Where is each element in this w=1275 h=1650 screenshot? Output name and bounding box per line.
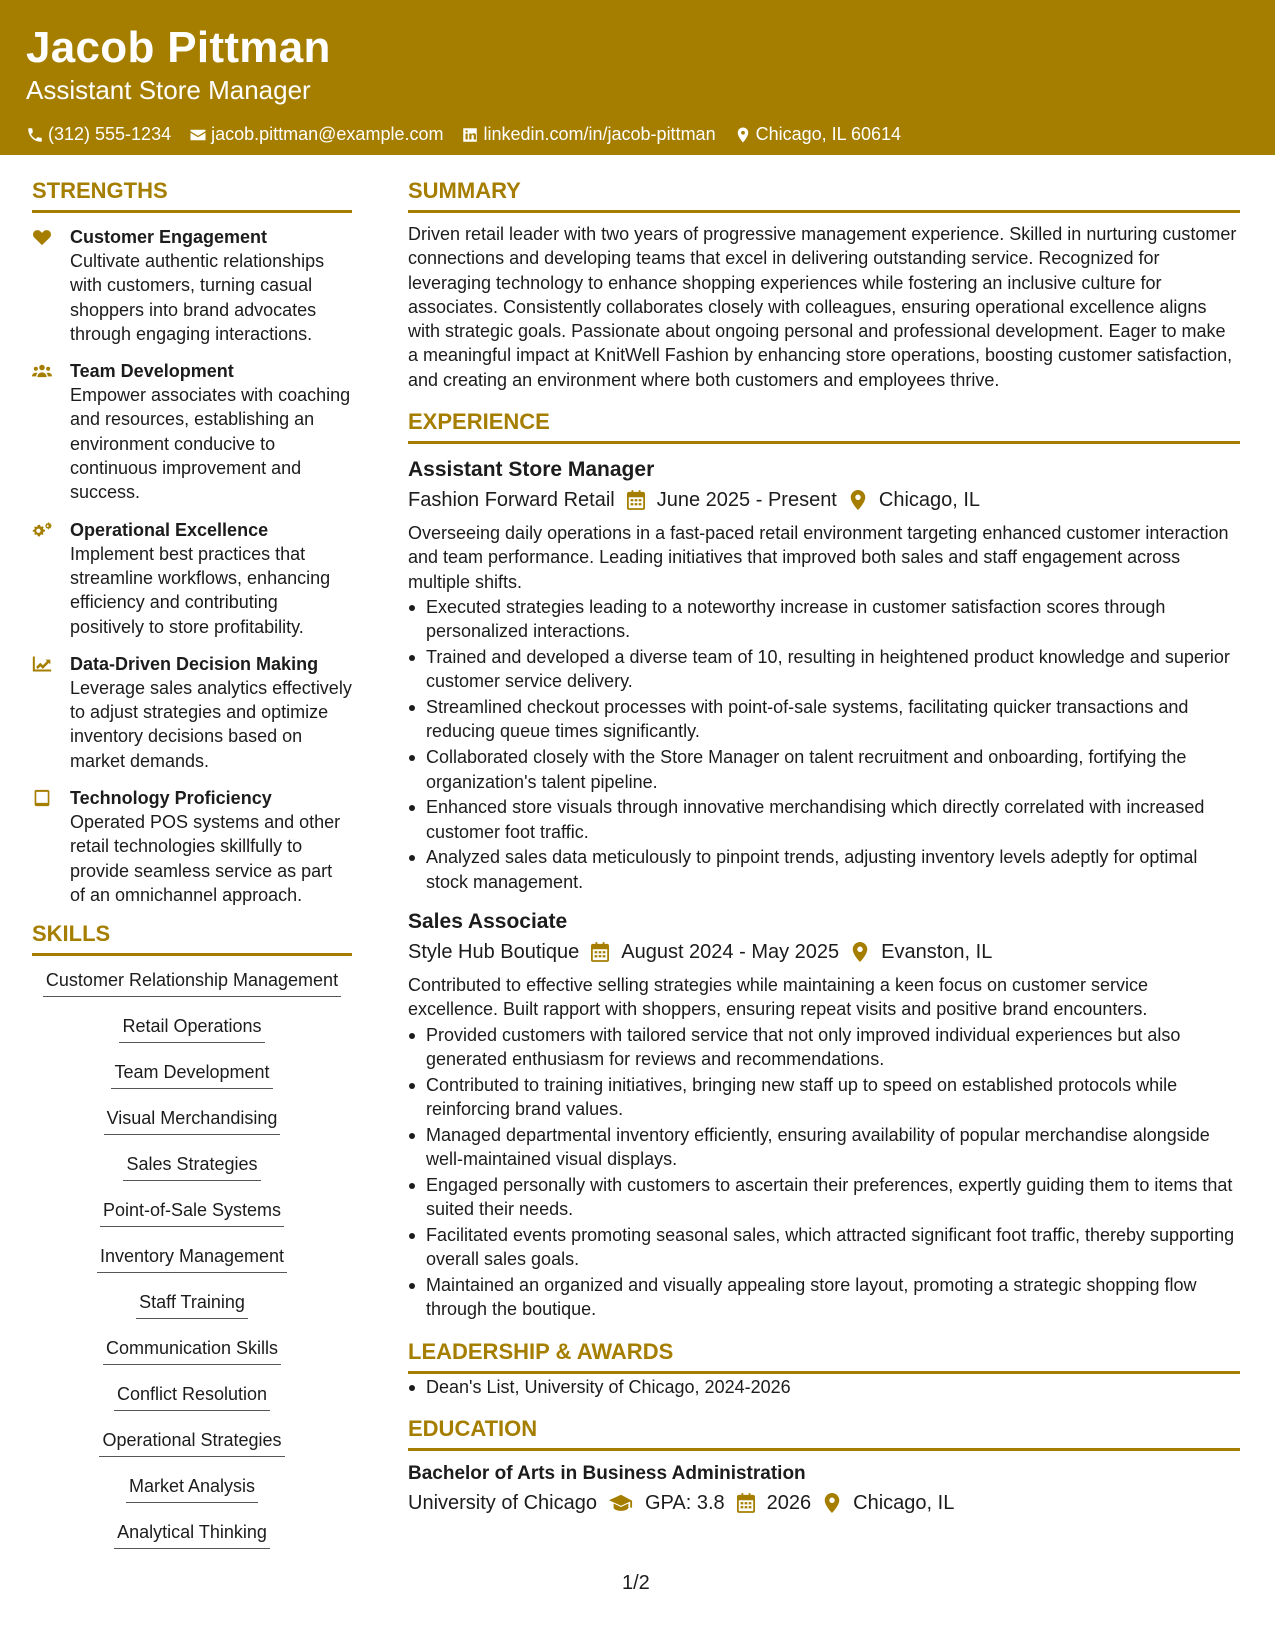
strength-item [32, 225, 352, 346]
calendar-icon [737, 1493, 755, 1513]
list-item: Managed departmental inventory efficiently, ensuring availability of popular merchandise alongside well-maintained visual displays. [408, 1123, 1240, 1172]
list-item: Engaged personally with customers to ascertain their preferences, expertly guiding them to items that suited their needs. [408, 1173, 1240, 1222]
list-item: Enhanced store visuals through innovative merchandising which directly correlated with increased customer foot traffic. [408, 795, 1240, 844]
skill-item: Retail Operations [119, 1014, 264, 1043]
skill-item: Operational Strategies [99, 1428, 284, 1457]
strength-desc: Cultivate authentic relationships with customers, turning casual shoppers into brand advocates through engaging interactions. [70, 251, 325, 344]
gears-icon [32, 521, 52, 539]
heart-icon [32, 228, 52, 246]
strength-title: Team Development [70, 361, 234, 382]
skill-item: Staff Training [136, 1290, 248, 1319]
degree-title: Bachelor of Arts in Business Administration [408, 1462, 806, 1484]
skill-item: Analytical Thinking [114, 1520, 270, 1549]
experience-heading: EXPERIENCE [408, 409, 1240, 444]
map-marker-icon [851, 942, 869, 962]
leadership-list [408, 1375, 1240, 1399]
skills-heading: SKILLS [32, 921, 352, 956]
strength-item [32, 518, 352, 639]
strength-item [32, 359, 352, 504]
map-marker-icon [734, 126, 752, 144]
strength-title: Customer Engagement [70, 227, 268, 247]
list-item: Streamlined checkout processes with point-of-sale systems, facilitating quicker transactions and reducing queue times significantly. [408, 695, 1240, 744]
linkedin-icon [461, 126, 479, 144]
job-bullets [408, 1023, 1240, 1322]
strength-desc: Implement best practices that streamline workflows, enhancing efficiency and contributing positively to store profitability. [70, 543, 331, 637]
strength-title: Technology Proficiency [70, 788, 272, 809]
list-item: Executed strategies leading to a noteworthy increase in customer satisfaction scores through personalized interactions. [408, 595, 1240, 644]
skill-item: Conflict Resolution [114, 1382, 270, 1411]
list-item: Analyzed sales data meticulously to pinpoint trends, adjusting inventory levels adeptly for optimal stock management. [408, 845, 1240, 894]
contact-bar [26, 124, 1249, 145]
contact-linkedin[interactable] [461, 124, 715, 145]
job-description: Overseeing daily operations in a fast-paced retail environment targeting enhanced customer interaction and team performance. Leading initiatives that improved both sales and staff engagement across multiple shifts. [408, 523, 1229, 592]
calendar-icon [627, 490, 645, 510]
list-item: Trained and developed a diverse team of 10, resulting in heightened product knowledge and superior customer service delivery. [408, 645, 1240, 694]
school-name: University of Chicago [408, 1491, 597, 1514]
strength-title: Data-Driven Decision Making [70, 653, 319, 674]
job-title: Assistant Store Manager [408, 458, 655, 482]
linkedin-text: linkedin.com/in/jacob-pittman [483, 124, 716, 144]
job-bullets [408, 595, 1240, 894]
graduation-year: 2026 [766, 1491, 812, 1514]
job-entry [408, 908, 1240, 1322]
graduation-cap-icon [609, 1493, 633, 1513]
skills-list [32, 968, 352, 1566]
strength-item [32, 786, 352, 907]
strength-desc: Operated POS systems and other retail technologies skillfully to provide seamless service as part of an omnichannel approach. [70, 812, 341, 905]
phone-icon [26, 126, 44, 144]
strengths-list [32, 225, 352, 907]
list-item: Maintained an organized and visually appealing store layout, promoting a strategic shopping flow through the boutique. [408, 1273, 1240, 1322]
summary-heading: SUMMARY [408, 178, 1240, 213]
left-column [32, 178, 352, 1566]
job-dates: June 2025 - Present [656, 489, 837, 512]
job-location: Evanston, IL [881, 941, 993, 964]
education-meta [408, 1488, 1240, 1518]
skill-item: Sales Strategies [123, 1152, 260, 1181]
job-title: Sales Associate [408, 910, 568, 934]
job-meta [408, 485, 1240, 515]
skill-item: Visual Merchandising [104, 1106, 281, 1135]
list-item: Facilitated events promoting seasonal sales, which attracted significant foot traffic, thereby supporting overall sales goals. [408, 1223, 1240, 1272]
education-location: Chicago, IL [853, 1491, 955, 1514]
resume-header [0, 0, 1275, 155]
contact-phone[interactable] [26, 124, 171, 145]
job-company: Fashion Forward Retail [408, 489, 615, 512]
skill-item: Customer Relationship Management [43, 968, 341, 997]
gpa: GPA: 3.8 [644, 1491, 725, 1514]
summary-text: Driven retail leader with two years of progressive management experience. Skilled in nurturing customer connections and developing teams that excel in delivering outstanding service. Recognized for leveraging technology to enhance shopping experiences while fostering an inclusive culture for associates. Consistently collaborates closely with colleagues, ensuring operational excellence aligns with strategic goals. Passionate about ongoing personal and professional development. Eager to make a meaningful impact at KnitWell Fashion by enhancing store operations, boosting customer satisfaction, and creating an environment where both customers and employees thrive. [408, 224, 1237, 390]
list-item: Dean's List, University of Chicago, 2024-2026 [408, 1375, 1240, 1399]
strengths-heading: STRENGTHS [32, 178, 352, 213]
job-meta [408, 937, 1240, 967]
education-heading: EDUCATION [408, 1416, 1240, 1451]
list-item: Collaborated closely with the Store Manager on talent recruitment and onboarding, fortifying the organization's talent pipeline. [408, 745, 1240, 794]
candidate-title: Assistant Store Manager [26, 75, 311, 105]
envelope-icon [189, 126, 207, 144]
map-marker-icon [849, 490, 867, 510]
map-marker-icon [823, 1493, 841, 1513]
list-item: Contributed to training initiatives, bringing new staff up to speed on established protocols while reinforcing brand values. [408, 1073, 1240, 1122]
right-column [408, 178, 1240, 1518]
skill-item: Team Development [111, 1060, 272, 1089]
page-number: 1/2 [622, 1572, 650, 1594]
job-description: Contributed to effective selling strategies while maintaining a keen focus on customer service excellence. Built rapport with shoppers, ensuring repeat visits and positive brand encounters. [408, 975, 1149, 1020]
location-text: Chicago, IL 60614 [755, 124, 902, 144]
job-location: Chicago, IL [878, 489, 981, 512]
skill-item: Communication Skills [103, 1336, 281, 1365]
job-company: Style Hub Boutique [408, 941, 580, 964]
strength-title: Operational Excellence [70, 519, 269, 540]
list-item: Provided customers with tailored service that not only improved individual experiences but also generated enthusiasm for reviews and recommendations. [408, 1023, 1240, 1072]
skill-item: Market Analysis [126, 1474, 258, 1503]
strength-item [32, 652, 352, 773]
contact-email[interactable] [189, 124, 443, 145]
leadership-heading: LEADERSHIP & AWARDS [408, 1339, 1240, 1374]
email-text: jacob.pittman@example.com [211, 124, 444, 144]
strength-desc: Empower associates with coaching and resources, establishing an environment conducive to continuous improvement and success. [70, 385, 351, 503]
candidate-name: Jacob Pittman [26, 23, 331, 72]
strength-desc: Leverage sales analytics effectively to adjust strategies and optimize inventory decisions based on market demands. [70, 677, 352, 771]
chart-line-icon [32, 655, 52, 673]
skill-item: Inventory Management [97, 1244, 287, 1273]
tablet-icon [32, 789, 52, 807]
job-entry [408, 456, 1240, 894]
job-dates: August 2024 - May 2025 [621, 941, 840, 964]
calendar-icon [591, 942, 609, 962]
skill-item: Point-of-Sale Systems [100, 1198, 284, 1227]
phone-text: (312) 555-1234 [48, 124, 172, 144]
users-icon [32, 362, 52, 380]
contact-location [734, 124, 901, 145]
